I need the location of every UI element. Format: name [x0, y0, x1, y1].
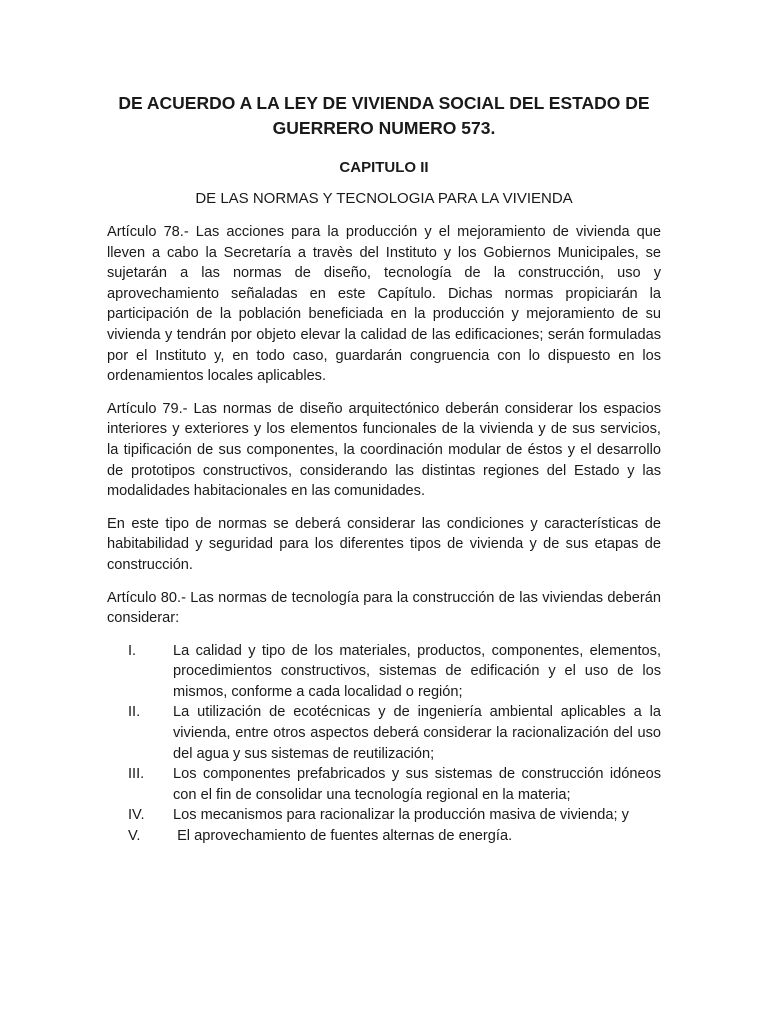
list-item — [107, 764, 661, 805]
norms-paragraph: En este tipo de normas se deberá considerar las condiciones y características de habitabilidad y seguridad para los diferentes tipos de vivienda y de sus etapas de construcción. — [107, 515, 661, 573]
list-item-number: II. — [128, 704, 141, 721]
list-item-number: IV. — [128, 807, 145, 824]
document-title: DE ACUERDO A LA LEY DE VIVIENDA SOCIAL DEL ESTADO DE GUERRERO NUMERO 573. — [118, 93, 650, 138]
list-item — [107, 641, 661, 703]
list-item-number: I. — [128, 642, 137, 659]
list-item-text: La utilización de ecotécnicas y de ingeniería ambiental aplicables a la vivienda, entre otros aspectos deberá considerar la racionalización del uso del agua y sus sistemas de reutilización; — [173, 704, 661, 762]
article-80-list — [107, 641, 661, 847]
article-79-paragraph: Artículo 79.- Las normas de diseño arquitectónico deberán considerar los espacios interiores y exteriores y los elementos funcionales de la vivienda y de sus servicios, la tipificación de sus componentes, la coordinación modular de éstos y el desarrollo de prototipos constructivos, considerando las distintas regiones del Estado y las modalidades habitacionales en las comunidades. — [107, 400, 661, 500]
list-item-number: III. — [128, 766, 145, 783]
list-item-text: Los mecanismos para racionalizar la producción masiva de vivienda; y — [173, 807, 629, 824]
article-80-paragraph: Artículo 80.- Las normas de tecnología para la construcción de las viviendas deberán considerar: — [107, 589, 661, 627]
list-item-number: V. — [128, 828, 141, 845]
chapter-heading: CAPITULO II — [339, 159, 429, 176]
list-item-text: El aprovechamiento de fuentes alternas de energía. — [173, 828, 513, 845]
list-item — [107, 702, 661, 764]
list-item — [107, 826, 661, 847]
list-item — [107, 805, 661, 826]
article-78-paragraph: Artículo 78.- Las acciones para la producción y el mejoramiento de vivienda que lleven a cabo la Secretaría a travès del Instituto y los Gobiernos Municipales, se sujetarán a las normas de diseño, tecnología de la construcción, uso y aprovechamiento señaladas en este Capítulo. Dichas normas propiciarán la participación de la población beneficiada en la producción y mejoramiento de su vivienda y tendrán por objeto elevar la calidad de las edificaciones; serán formuladas por el Instituto y, en todo caso, guardarán congruencia con lo dispuesto en los ordenamientos locales aplicables. — [107, 224, 661, 385]
list-item-text: La calidad y tipo de los materiales, productos, componentes, elementos, procedimientos constructivos, sistemas de edificación y el uso de los mismos, conforme a cada localidad o región; — [173, 642, 661, 700]
chapter-subtitle: DE LAS NORMAS Y TECNOLOGIA PARA LA VIVIENDA — [195, 190, 573, 207]
list-item-text: Los componentes prefabricados y sus sistemas de construcción idóneos con el fin de consolidar una tecnología regional en la materia; — [173, 766, 661, 803]
